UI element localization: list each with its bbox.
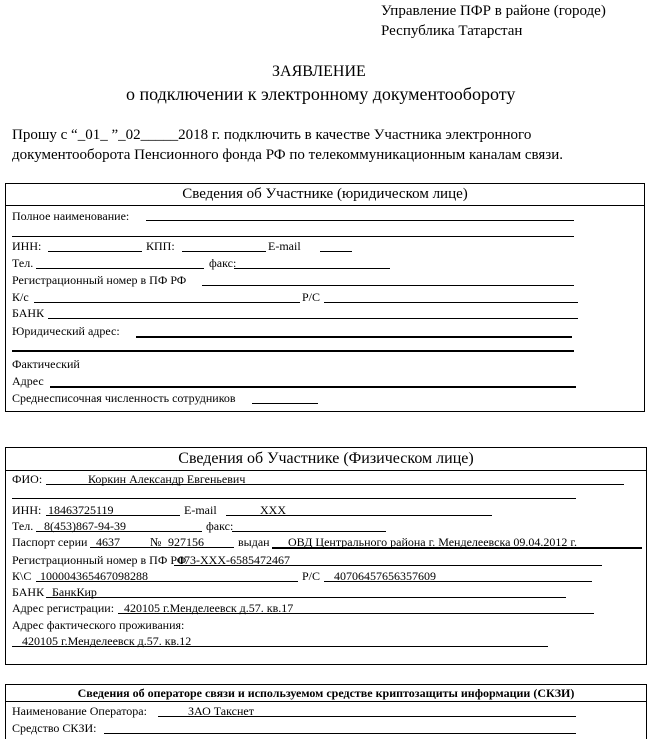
reg-address-field[interactable] xyxy=(118,613,594,614)
skzi-label: Средство СКЗИ: xyxy=(12,721,97,735)
tel-field[interactable] xyxy=(36,268,204,269)
fax-label: факс: xyxy=(209,256,237,270)
rs-label: Р/С xyxy=(302,569,321,583)
ks-field[interactable] xyxy=(34,302,300,303)
bank-value[interactable]: БанкКир xyxy=(52,585,97,599)
actual-address-field[interactable] xyxy=(50,386,576,388)
ks-field[interactable] xyxy=(36,581,298,582)
fio-value[interactable]: Коркин Александр Евгеньевич xyxy=(88,472,246,486)
address-label: Адрес xyxy=(12,374,44,388)
reg-address-label: Адрес регистрации: xyxy=(12,601,115,615)
inn-label: ИНН: xyxy=(12,239,42,253)
tel-label: Тел. xyxy=(12,256,34,270)
operator-name-value[interactable]: ЗАО Такснет xyxy=(188,704,254,718)
individual-heading: Сведения об Участнике (Физическом лице) xyxy=(6,448,646,471)
bank-label: БАНК xyxy=(12,306,45,320)
email-field[interactable] xyxy=(320,251,352,252)
employees-field[interactable] xyxy=(252,403,318,404)
bank-label: БАНК xyxy=(12,585,45,599)
fax-field[interactable] xyxy=(234,268,390,269)
rs-field[interactable] xyxy=(324,581,592,582)
addressee-line-1: Управление ПФР в районе (городе) xyxy=(381,3,606,19)
document-title: ЗАЯВЛЕНИЕ xyxy=(272,63,366,80)
legal-entity-section xyxy=(5,183,645,412)
full-name-field-cont[interactable] xyxy=(224,220,574,221)
email-label: E-mail xyxy=(184,503,217,517)
fax-label: факс: xyxy=(206,519,234,533)
passport-number[interactable]: 927156 xyxy=(168,535,204,549)
ks-label: К/с xyxy=(12,290,29,304)
operator-name-label: Наименование Оператора: xyxy=(12,704,147,718)
ks-value[interactable]: 100004365467098288 xyxy=(40,569,148,583)
addressee-line-2: Республика Татарстан xyxy=(381,23,523,39)
bank-field[interactable] xyxy=(48,318,578,319)
full-name-label: Полное наименование: xyxy=(12,209,130,223)
tel-label: Тел. xyxy=(12,519,34,533)
operator-heading: Сведения об операторе связи и используемом средстве криптозащиты информации (СКЗИ) xyxy=(6,685,646,702)
passport-issued-label: выдан xyxy=(238,535,270,549)
bank-field[interactable] xyxy=(46,597,566,598)
operator-name-field[interactable] xyxy=(158,716,576,717)
reg-number-field[interactable] xyxy=(174,565,602,566)
reg-number-field[interactable] xyxy=(202,285,574,286)
request-line-2: документооборота Пенсионного фонда РФ по телекоммуникационным каналам связи. xyxy=(12,147,564,163)
email-label: E-mail xyxy=(268,239,301,253)
inn-value[interactable]: 18463725119 xyxy=(48,503,114,517)
passport-series-field[interactable] xyxy=(90,547,234,548)
inn-label: ИНН: xyxy=(12,503,42,517)
passport-issued-value[interactable]: ОВД Центрального района г. Менделеевска 09.04.2012 г. xyxy=(288,535,578,549)
fio-field-line-2[interactable] xyxy=(12,498,576,499)
passport-number-label: № xyxy=(150,535,162,549)
legal-address-field-line-2[interactable] xyxy=(12,350,574,352)
kpp-label: КПП: xyxy=(146,239,175,253)
fio-field[interactable] xyxy=(46,484,624,485)
operator-section xyxy=(5,684,647,739)
rs-label: Р/С xyxy=(302,290,321,304)
email-value[interactable]: ХХХ xyxy=(260,503,286,517)
request-line-1: Прошу с “_01_ ”_02_____2018 г. подключить в качестве Участника электронного xyxy=(12,127,532,143)
rs-field[interactable] xyxy=(324,302,578,303)
reg-number-label: Регистрационный номер в ПФ РФ xyxy=(12,273,187,287)
document-subtitle: о подключении к электронному документообороту xyxy=(126,84,516,104)
passport-label: Паспорт серии xyxy=(12,535,88,549)
employees-label: Среднесписочная численность сотрудников xyxy=(12,391,236,405)
kpp-field[interactable] xyxy=(182,251,266,252)
tel-field[interactable] xyxy=(36,531,202,532)
fax-field[interactable] xyxy=(232,531,386,532)
full-name-field-line-2[interactable] xyxy=(12,236,574,237)
legal-address-label: Юридический адрес: xyxy=(12,324,120,338)
actual-label: Фактический xyxy=(12,357,80,371)
passport-issued-field[interactable] xyxy=(272,547,642,549)
inn-field[interactable] xyxy=(46,515,180,516)
tel-value[interactable]: 8(453)867-94-39 xyxy=(44,519,126,533)
email-field[interactable] xyxy=(226,515,492,516)
skzi-field[interactable] xyxy=(104,733,576,734)
reg-number-value[interactable]: 073-ХХХ-6585472467 xyxy=(178,553,290,567)
reg-address-value[interactable]: 420105 г.Менделеевск д.57. кв.17 xyxy=(124,601,294,615)
individual-section xyxy=(5,447,647,665)
legal-entity-heading: Сведения об Участнике (юридическом лице) xyxy=(6,184,644,206)
actual-address-value[interactable]: 420105 г.Менделеевск д.57. кв.12 xyxy=(22,634,192,648)
full-name-field[interactable] xyxy=(146,220,224,221)
ks-label: К\С xyxy=(12,569,32,583)
inn-field[interactable] xyxy=(48,251,142,252)
actual-address-field[interactable] xyxy=(12,646,548,647)
legal-address-field[interactable] xyxy=(136,336,572,338)
reg-number-label: Регистрационный номер в ПФ РФ xyxy=(12,553,187,567)
rs-value[interactable]: 40706457656357609 xyxy=(334,569,436,583)
passport-series[interactable]: 4637 xyxy=(96,535,120,549)
actual-address-label: Адрес фактического проживания: xyxy=(12,618,185,632)
fio-label: ФИО: xyxy=(12,472,43,486)
